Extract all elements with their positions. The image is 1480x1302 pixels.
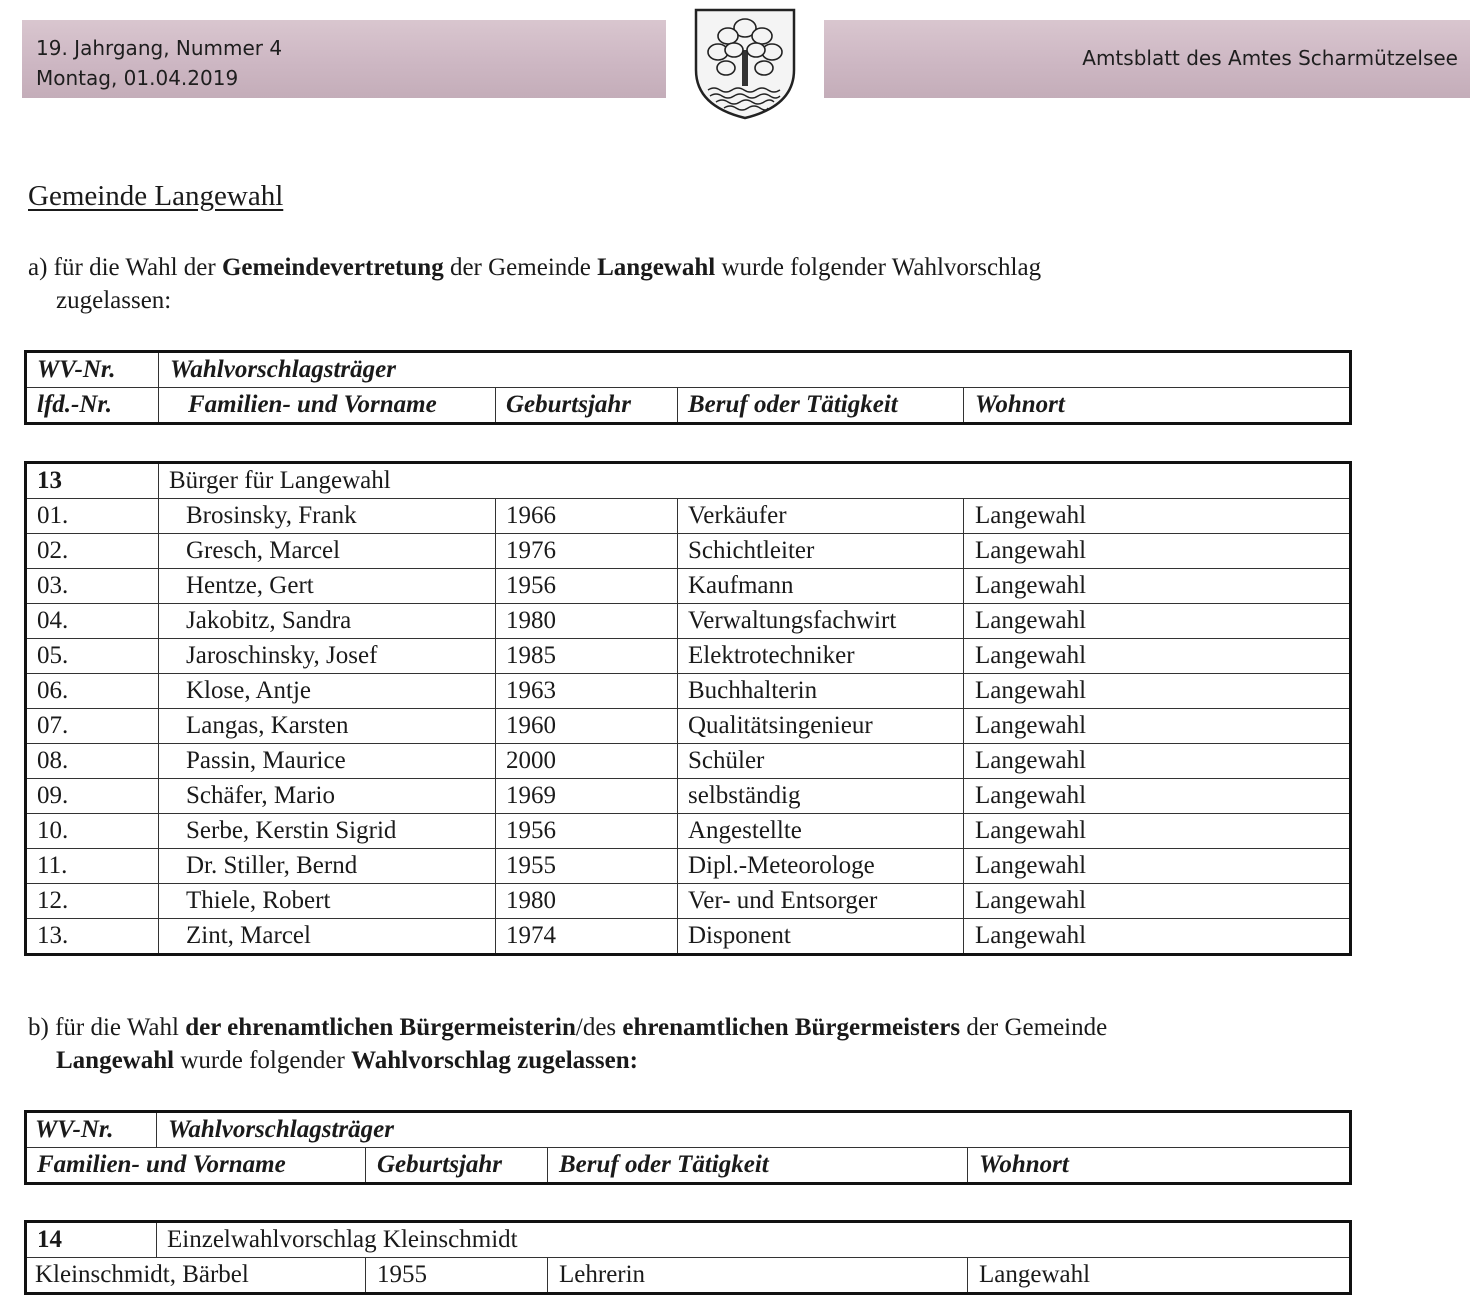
candidate-birth-year: 1966 (495, 499, 678, 533)
candidate-occupation: Verwaltungsfachwirt (677, 604, 964, 638)
candidate-name: Gresch, Marcel (158, 534, 496, 568)
candidate-birth-year: 1956 (495, 569, 678, 603)
candidate-occupation: Schichtleiter (677, 534, 964, 568)
candidate-number: 13. (37, 922, 69, 949)
header-name: Familien- und Vorname (37, 1151, 286, 1178)
candidate-residence: Langewahl (963, 674, 1348, 708)
header-wohnort: Wohnort (963, 388, 1348, 422)
table-row (27, 884, 1349, 919)
para-a-text: a) für die Wahl der (28, 254, 222, 281)
paragraph-a (28, 251, 1328, 317)
table-a-candidates (24, 461, 1352, 956)
candidate-residence: Langewahl (963, 884, 1348, 918)
candidate-residence: Langewahl (963, 709, 1348, 743)
wv-number: 14 (37, 1226, 62, 1253)
candidate-number: 06. (37, 677, 69, 704)
table-row (27, 534, 1349, 569)
issue-date: Montag, 01.04.2019 (36, 66, 239, 90)
candidate-name: Thiele, Robert (158, 884, 496, 918)
table-header-row (27, 1113, 1349, 1148)
table-header-row (27, 1148, 1349, 1182)
candidate-occupation: Ver- und Entsorger (677, 884, 964, 918)
candidate-number: 05. (37, 642, 69, 669)
candidate-birth-year: 1955 (365, 1258, 549, 1292)
para-a-bold-2: Langewahl (597, 254, 716, 281)
header-wv-nr: WV-Nr. (35, 1116, 114, 1143)
para-a-text: wurde folgender Wahlvorschlag (715, 254, 1042, 281)
table-row (27, 849, 1349, 884)
candidate-name: Jaroschinsky, Josef (158, 639, 496, 673)
para-b-bold-1: der ehrenamtlichen Bürgermeisterin (185, 1014, 576, 1041)
candidate-name: Hentze, Gert (158, 569, 496, 603)
table-header-row (27, 353, 1349, 388)
candidate-residence: Langewahl (963, 849, 1348, 883)
candidate-number: 12. (37, 887, 69, 914)
candidate-birth-year: 1963 (495, 674, 678, 708)
candidate-number: 02. (37, 537, 69, 564)
candidate-occupation: selbständig (677, 779, 964, 813)
paragraph-b (28, 1011, 1328, 1077)
candidate-birth-year: 1980 (495, 604, 678, 638)
candidate-name: Schäfer, Mario (158, 779, 496, 813)
para-b-bold-3: Langewahl (56, 1047, 175, 1074)
candidate-residence: Langewahl (963, 639, 1348, 673)
candidate-residence: Langewahl (963, 604, 1348, 638)
para-a-text: der Gemeinde (443, 254, 598, 281)
wv-traeger: Bürger für Langewahl (158, 464, 1348, 498)
section-title: Gemeinde Langewahl (28, 180, 284, 212)
table-row (27, 569, 1349, 604)
table-row (27, 604, 1349, 639)
candidate-number: 10. (37, 817, 69, 844)
table-header-row (27, 388, 1349, 422)
candidate-occupation: Angestellte (677, 814, 964, 848)
para-b-bold-2: ehrenamtlichen Bürgermeisters (622, 1014, 961, 1041)
candidate-number: 09. (37, 782, 69, 809)
para-a-line-2: zugelassen: (56, 287, 172, 314)
candidate-name: Zint, Marcel (158, 919, 496, 953)
table-row (27, 639, 1349, 674)
table-row (27, 779, 1349, 814)
candidate-number: 08. (37, 747, 69, 774)
header-name: Familien- und Vorname (158, 388, 496, 422)
issue-number: 19. Jahrgang, Nummer 4 (36, 36, 283, 60)
header-traeger: Wahlvorschlagsträger (158, 353, 1348, 387)
candidate-name: Klose, Antje (158, 674, 496, 708)
candidate-name: Langas, Karsten (158, 709, 496, 743)
candidate-birth-year: 1960 (495, 709, 678, 743)
header-geburtsjahr: Geburtsjahr (495, 388, 678, 422)
header-lfd-nr: lfd.-Nr. (37, 391, 112, 418)
candidate-occupation: Lehrerin (547, 1258, 968, 1292)
table-row (27, 1258, 1349, 1292)
header-beruf: Beruf oder Tätigkeit (677, 388, 964, 422)
candidate-birth-year: 1976 (495, 534, 678, 568)
candidate-name: Serbe, Kerstin Sigrid (158, 814, 496, 848)
table-row (27, 744, 1349, 779)
para-a-bold-1: Gemeindevertretung (221, 254, 444, 281)
table-row (27, 814, 1349, 849)
candidate-occupation: Buchhalterin (677, 674, 964, 708)
candidate-residence: Langewahl (963, 499, 1348, 533)
candidate-number: 07. (37, 712, 69, 739)
candidate-residence: Langewahl (963, 744, 1348, 778)
para-b-bold-4: Wahlvorschlag zugelassen: (351, 1047, 638, 1074)
candidate-name: Dr. Stiller, Bernd (158, 849, 496, 883)
candidate-occupation: Qualitätsingenieur (677, 709, 964, 743)
candidate-occupation: Elektrotechniker (677, 639, 964, 673)
candidate-name: Passin, Maurice (158, 744, 496, 778)
candidate-number: 03. (37, 572, 69, 599)
table-row (27, 919, 1349, 953)
table-b-header (24, 1110, 1352, 1185)
candidate-number: 04. (37, 607, 69, 634)
header-wv-nr: WV-Nr. (37, 356, 116, 383)
candidate-occupation: Disponent (677, 919, 964, 953)
candidate-occupation: Schüler (677, 744, 964, 778)
table-row (27, 674, 1349, 709)
candidate-occupation: Verkäufer (677, 499, 964, 533)
candidate-name: Jakobitz, Sandra (158, 604, 496, 638)
header-wohnort: Wohnort (967, 1148, 1348, 1182)
header-beruf: Beruf oder Tätigkeit (547, 1148, 968, 1182)
table-group-row (27, 1223, 1349, 1258)
table-a-header (24, 350, 1352, 425)
candidate-birth-year: 1985 (495, 639, 678, 673)
candidate-number: 01. (37, 502, 69, 529)
candidate-name: Brosinsky, Frank (158, 499, 496, 533)
table-row (27, 499, 1349, 534)
para-b-text: der Gemeinde (960, 1014, 1108, 1041)
para-b-text: b) für die Wahl (28, 1014, 186, 1041)
candidate-residence: Langewahl (963, 534, 1348, 568)
para-b-text: /des (575, 1014, 623, 1041)
header-traeger: Wahlvorschlagsträger (156, 1113, 1348, 1147)
candidate-occupation: Kaufmann (677, 569, 964, 603)
candidate-birth-year: 1969 (495, 779, 678, 813)
header-issue-band (22, 20, 666, 98)
candidate-birth-year: 1974 (495, 919, 678, 953)
wv-traeger: Einzelwahlvorschlag Kleinschmidt (156, 1223, 1348, 1257)
candidate-birth-year: 1955 (495, 849, 678, 883)
candidate-number: 11. (37, 852, 68, 879)
candidate-birth-year: 1956 (495, 814, 678, 848)
publication-title: Amtsblatt des Amtes Scharmützelsee (1082, 46, 1458, 70)
wv-number: 13 (37, 467, 62, 494)
candidate-occupation: Dipl.-Meteorologe (677, 849, 964, 883)
header-geburtsjahr: Geburtsjahr (365, 1148, 549, 1182)
candidate-residence: Langewahl (963, 779, 1348, 813)
candidate-residence: Langewahl (967, 1258, 1348, 1292)
candidate-residence: Langewahl (963, 569, 1348, 603)
candidate-birth-year: 2000 (495, 744, 678, 778)
table-group-row (27, 464, 1349, 499)
para-b-text: wurde folgender (174, 1047, 352, 1074)
table-row (27, 709, 1349, 744)
candidate-residence: Langewahl (963, 814, 1348, 848)
candidate-name: Kleinschmidt, Bärbel (35, 1261, 249, 1288)
header-publication-band (824, 20, 1470, 98)
candidate-birth-year: 1980 (495, 884, 678, 918)
table-b-candidates (24, 1220, 1352, 1295)
coat-of-arms-logo (690, 6, 800, 120)
candidate-residence: Langewahl (963, 919, 1348, 953)
